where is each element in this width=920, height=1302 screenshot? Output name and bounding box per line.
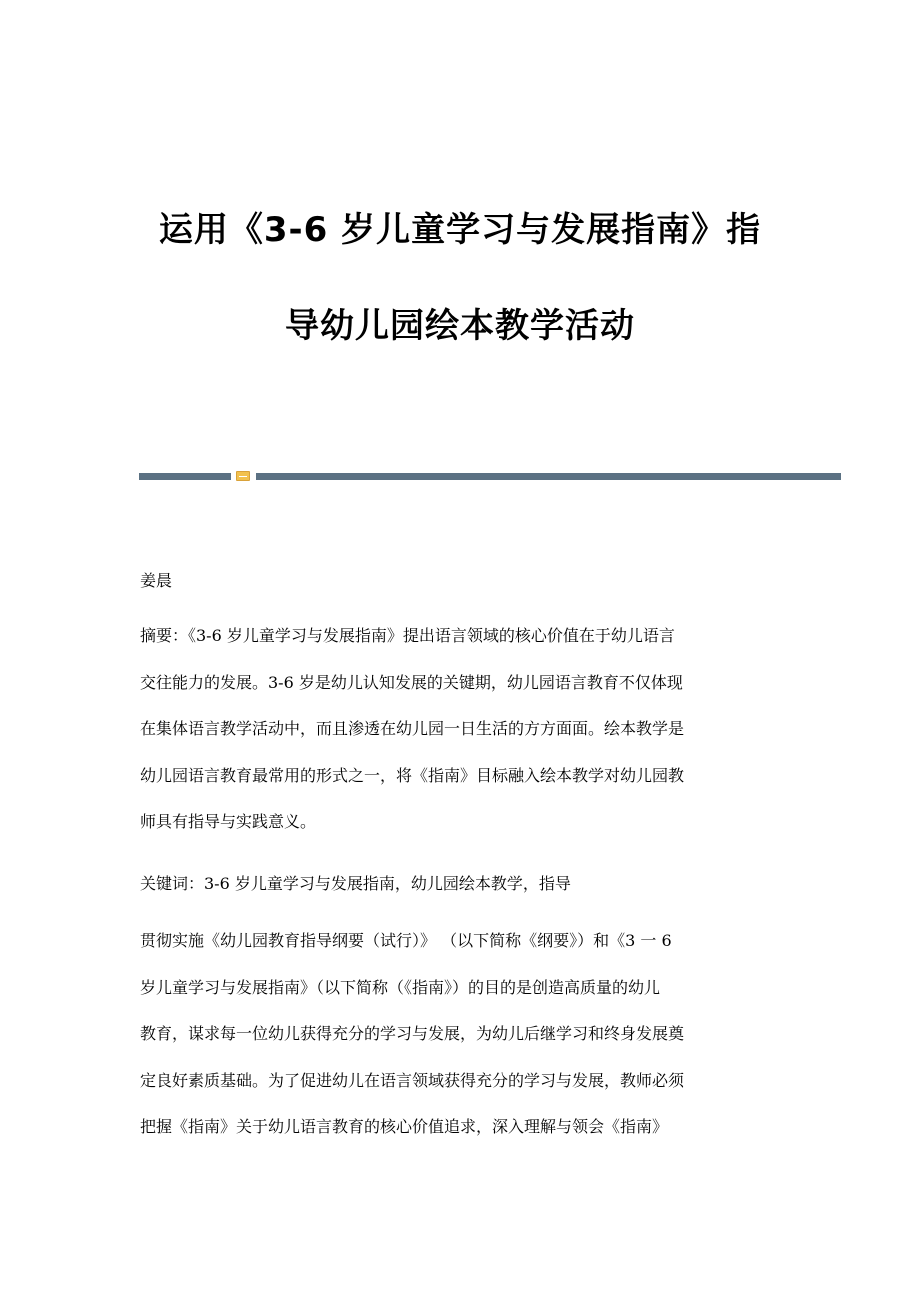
body-paragraph (140, 925, 780, 1158)
abstract-paragraph (140, 620, 780, 853)
abstract-line: 师具有指导与实践意义。 (140, 812, 317, 831)
abstract-line: 交往能力的发展。3-6 岁是幼儿认知发展的关键期，幼儿园语言教育不仅体现 (140, 672, 683, 692)
envelope-icon (236, 471, 250, 481)
document-title (0, 212, 920, 344)
author-name: 姜晨 (140, 571, 173, 590)
keywords-line: 关键词：3-6 岁儿童学习与发展指南，幼儿园绘本教学，指导 (140, 874, 571, 893)
title-line-2: 导幼儿园绘本教学活动 (285, 306, 635, 346)
body-line: 定良好素质基础。为了促进幼儿在语言领域获得充分的学习与发展，教师必须 (140, 1070, 685, 1090)
abstract-line: 摘要：《3-6 岁儿童学习与发展指南》提出语言领域的核心价值在于幼儿语言 (140, 626, 675, 645)
body-line: 贯彻实施《幼儿园教育指导纲要（试行）》 （以下简称《纲要》）和《3 一 6 (140, 931, 672, 950)
divider-bar-left (139, 473, 231, 480)
abstract-line: 幼儿园语言教育最常用的形式之一，将《指南》目标融入绘本教学对幼儿园教 (140, 765, 685, 785)
divider-bar-right (256, 473, 841, 480)
body-line: 教育，谋求每一位幼儿获得充分的学习与发展，为幼儿后继学习和终身发展奠 (140, 1024, 685, 1043)
body-line: 岁儿童学习与发展指南》（以下简称（《指南》）的目的是创造高质量的幼儿 (140, 977, 661, 997)
body-line: 把握《指南》关于幼儿语言教育的核心价值追求，深入理解与领会《指南》 (140, 1117, 669, 1136)
title-line-1: 运用《3-6 岁儿童学习与发展指南》指 (158, 210, 762, 250)
title-divider (139, 471, 841, 481)
abstract-line: 在集体语言教学活动中，而且渗透在幼儿园一日生活的方方面面。绘本教学是 (140, 719, 685, 738)
